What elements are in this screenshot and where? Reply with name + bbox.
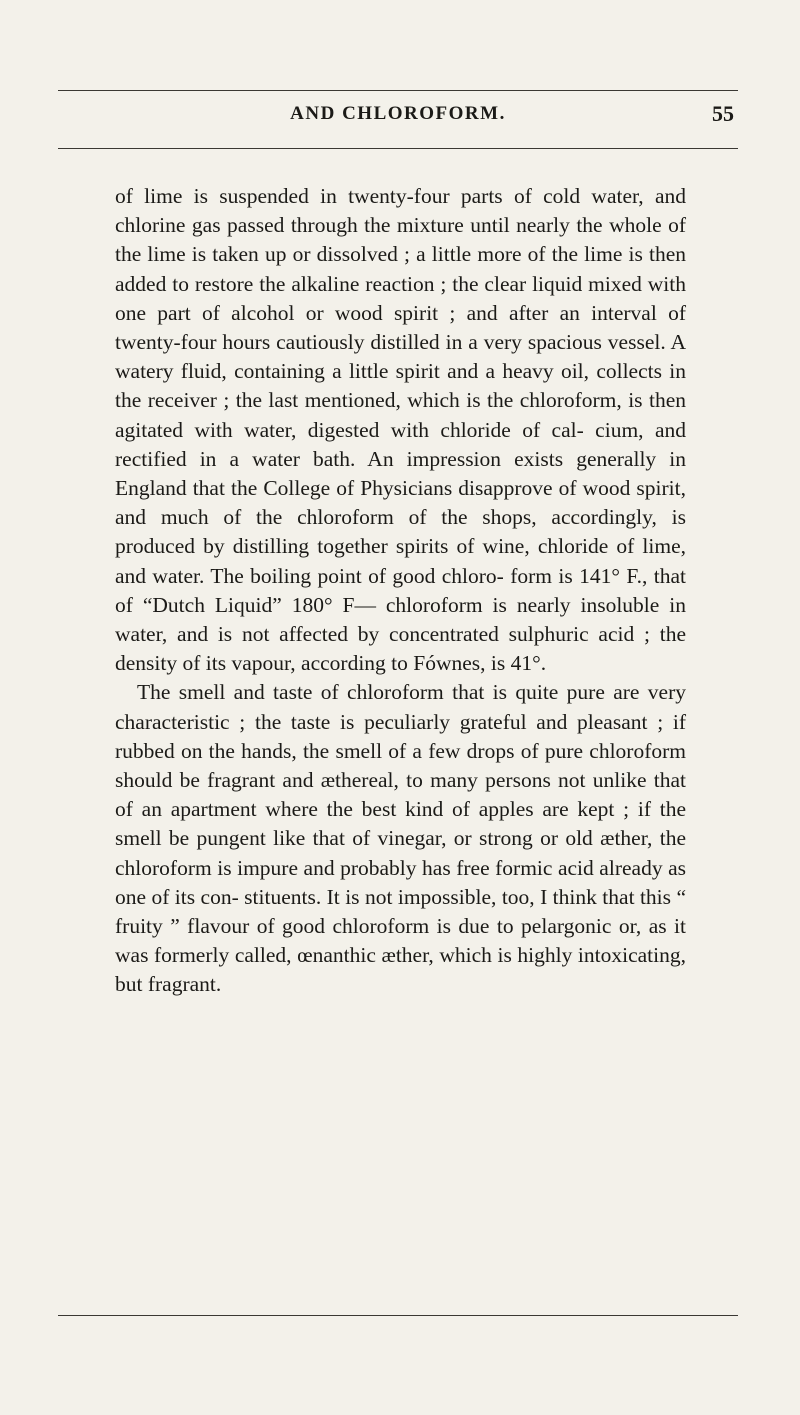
- header-rule: [58, 148, 738, 149]
- paragraph-1: of lime is suspended in twenty-four parts of cold water, and chlorine gas passed through the mixture until nearly the whole of the lime is taken up or dissolved ; a little more of the lime is then added to restore the alkaline reaction ; the clear liquid mixed with one part of alcohol or wood spirit ; and after an interval of twenty-four hours cautiously distilled in a very spacious vessel. A watery fluid, containing a little spirit and a heavy oil, collects in the receiver ; the last mentioned, which is the chloroform, is then agitated with water, digested with chloride of cal- cium, and rectified in a water bath. An impression exists generally in England that the College of Physicians disapprove of wood spirit, and much of the chloroform of the shops, accordingly, is produced by distilling together spirits of wine, chloride of lime, and water. The boiling point of good chloro- form is 141° F., that of “Dutch Liquid” 180° F— chloroform is nearly insoluble in water, and is not affected by concentrated sulphuric acid ; the density of its vapour, according to Fównes, is 41°.: [115, 184, 686, 676]
- top-rule: [58, 90, 738, 91]
- body-text: [115, 182, 686, 1000]
- bottom-rule: [58, 1315, 738, 1316]
- running-title: AND CHLOROFORM.: [290, 103, 506, 124]
- page-number: 55: [712, 101, 734, 126]
- paragraph-2: The smell and taste of chloroform that is quite pure are very characteristic ; the taste is peculiarly grateful and pleasant ; if rubbed on the hands, the smell of a few drops of pure chloroform should be fragrant and æthereal, to many persons not unlike that of an apartment where the best kind of apples are kept ; if the smell be pungent like that of vinegar, or strong or old æther, the chloroform is impure and probably has free formic acid already as one of its con- stituents. It is not impossible, too, I think that this “ fruity ” flavour of good chloroform is due to pelargonic or, as it was formerly called, œnanthic æther, which is highly intoxicating, but fragrant.: [115, 680, 686, 997]
- running-head: [58, 103, 738, 133]
